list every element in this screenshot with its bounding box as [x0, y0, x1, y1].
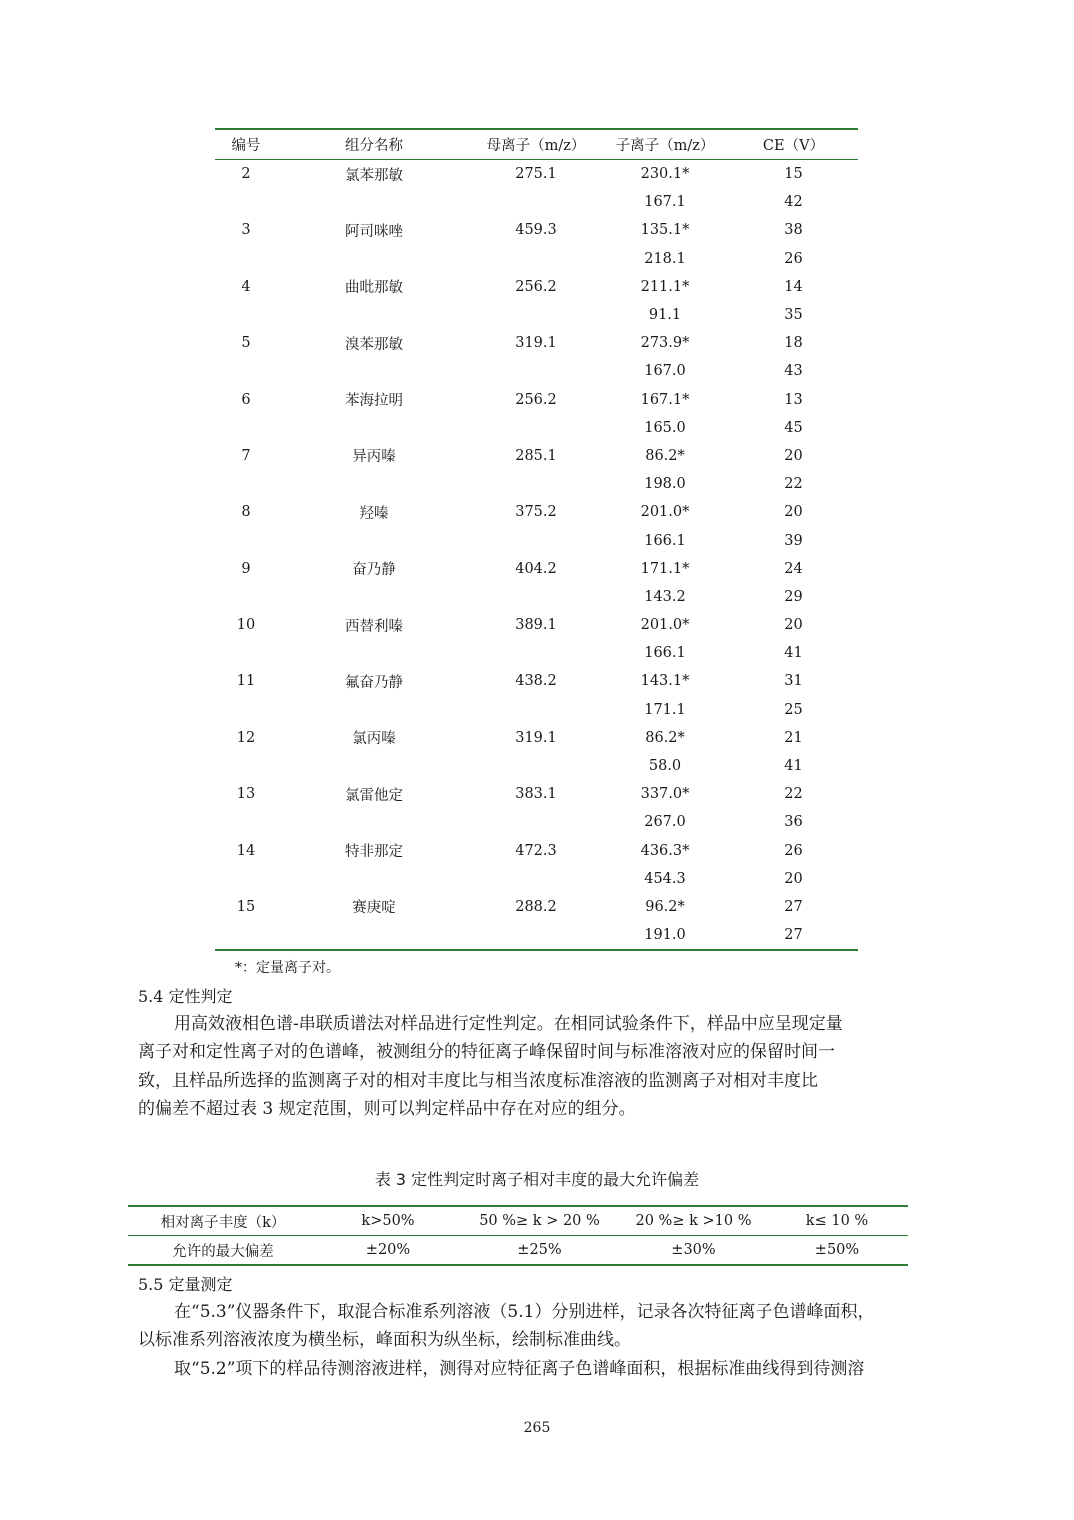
cell-parent-ion: 288.2	[515, 898, 557, 915]
table-row	[215, 386, 858, 414]
cell-parent-ion	[471, 414, 601, 442]
cell-component	[277, 808, 471, 836]
table-row	[215, 724, 858, 752]
cell-number	[215, 245, 277, 273]
cell-product-ion: 165.0	[644, 419, 686, 436]
cell-ce: 22	[784, 476, 803, 493]
table-row	[215, 696, 858, 724]
cell-number	[215, 583, 277, 611]
cell-ce: 24	[784, 560, 803, 577]
cell-parent-ion	[471, 245, 601, 273]
cell-ce: 20	[784, 617, 803, 634]
cell-ce: 13	[784, 391, 803, 408]
table-cell: ±50%	[814, 1242, 860, 1258]
table-cell: k>50%	[318, 1206, 458, 1236]
cell-product-ion: 135.1*	[640, 222, 690, 239]
table-row	[215, 893, 858, 921]
section-5-4-paragraph	[138, 1010, 938, 1123]
table-row	[215, 414, 858, 442]
cell-ce: 45	[784, 419, 803, 436]
cell-product-ion: 143.1*	[640, 673, 690, 690]
cell-product-ion: 201.0*	[640, 617, 690, 634]
cell-parent-ion	[471, 301, 601, 329]
cell-number: 13	[236, 786, 256, 803]
cell-ce: 39	[784, 532, 803, 549]
cell-ce: 20	[784, 447, 803, 464]
cell-product-ion: 167.0	[644, 363, 686, 380]
cell-ce: 27	[784, 898, 803, 915]
header-product-ion: 子离子（m/z）	[601, 129, 729, 160]
table-row	[215, 160, 858, 189]
cell-parent-ion	[471, 696, 601, 724]
cell-component: 氯丙嗪	[352, 731, 396, 748]
cell-product-ion: 198.0	[644, 476, 686, 493]
table-cell: 50 %≥ k > 20 %	[458, 1206, 621, 1236]
cell-product-ion: 454.3	[644, 870, 686, 887]
table-row	[215, 837, 858, 865]
cell-number: 9	[241, 560, 251, 577]
cell-component	[277, 865, 471, 893]
cell-product-ion: 166.1	[644, 645, 686, 662]
cell-parent-ion: 285.1	[515, 447, 557, 464]
table-row	[215, 273, 858, 301]
cell-parent-ion: 275.1	[515, 166, 557, 183]
cell-product-ion: 201.0*	[640, 504, 690, 521]
cell-product-ion: 171.1	[644, 701, 686, 718]
cell-product-ion: 337.0*	[640, 786, 690, 803]
cell-parent-ion: 319.1	[515, 729, 557, 746]
table-row	[215, 526, 858, 554]
table-cell: ±30%	[671, 1242, 716, 1258]
header-number: 编号	[215, 129, 277, 160]
cell-ce: 27	[784, 927, 803, 944]
cell-product-ion: 167.1	[644, 194, 686, 211]
paragraph-line: 的偏差不超过表 3 规定范围，则可以判定样品中存在对应的组分。	[138, 1098, 636, 1119]
cell-parent-ion: 256.2	[515, 278, 557, 295]
table-row	[128, 1206, 908, 1236]
cell-component: 西替利嗪	[345, 618, 403, 635]
cell-number: 8	[241, 504, 251, 521]
cell-ce: 36	[784, 814, 803, 831]
cell-number: 10	[236, 617, 256, 634]
cell-component	[277, 301, 471, 329]
header-parent-ion: 母离子（m/z）	[471, 129, 601, 160]
section-5-5-paragraph-2	[138, 1355, 938, 1383]
cell-ce: 25	[784, 701, 803, 718]
paragraph-line: 致，且样品所选择的监测离子对的相对丰度比与相当浓度标准溶液的监测离子对相对丰度比	[138, 1070, 818, 1091]
cell-component: 氯雷他定	[345, 787, 403, 804]
cell-parent-ion	[471, 865, 601, 893]
cell-component: 羟嗪	[359, 505, 389, 522]
cell-ce: 29	[784, 588, 803, 605]
cell-number	[215, 301, 277, 329]
cell-component	[277, 921, 471, 950]
table-cell: 允许的最大偏差	[172, 1243, 274, 1260]
cell-product-ion: 267.0	[644, 814, 686, 831]
cell-number: 3	[241, 222, 251, 239]
table-row	[215, 555, 858, 583]
cell-ce: 26	[784, 250, 803, 267]
cell-parent-ion: 375.2	[515, 504, 557, 521]
cell-number: 6	[241, 391, 251, 408]
cell-product-ion: 171.1*	[640, 560, 690, 577]
cell-number: 7	[241, 447, 251, 464]
cell-component	[277, 357, 471, 385]
cell-number	[215, 526, 277, 554]
cell-product-ion: 218.1	[644, 250, 686, 267]
table-row	[215, 780, 858, 808]
paragraph-line: 在“5.3”仪器条件下，取混合标准系列溶液（5.1）分别进样，记录各次特征离子色谱峰面积，	[174, 1302, 875, 1322]
cell-ce: 20	[784, 870, 803, 887]
deviation-table	[128, 1205, 908, 1266]
paragraph-line: 以标准系列溶液浓度为横坐标，峰面积为纵坐标，绘制标准曲线。	[138, 1330, 631, 1351]
cell-component: 特非那定	[345, 844, 403, 861]
cell-component: 苯海拉明	[345, 393, 403, 410]
cell-product-ion: 166.1	[644, 532, 686, 549]
cell-parent-ion	[471, 470, 601, 498]
cell-product-ion: 211.1*	[640, 278, 690, 295]
table-row	[215, 921, 858, 950]
cell-ce: 38	[784, 222, 803, 239]
paragraph-line: 取“5.2”项下的样品待测溶液进样，测得对应特征离子色谱峰面积，根据标准曲线得到待测溶	[174, 1359, 865, 1379]
cell-parent-ion	[471, 188, 601, 216]
cell-ce: 20	[784, 504, 803, 521]
table-row	[215, 611, 858, 639]
cell-component: 氯苯那敏	[345, 167, 403, 184]
cell-ce: 22	[784, 786, 803, 803]
cell-ce: 43	[784, 363, 803, 380]
table-row	[215, 357, 858, 385]
header-ce: CE（V）	[729, 129, 858, 160]
section-5-4-heading: 5.4 定性判定	[138, 987, 233, 1006]
cell-component: 曲吡那敏	[345, 280, 403, 297]
header-component: 组分名称	[277, 129, 471, 160]
cell-ce: 18	[784, 335, 803, 352]
cell-parent-ion: 404.2	[515, 560, 557, 577]
cell-number: 2	[241, 166, 251, 183]
paragraph-line: 用高效液相色谱-串联质谱法对样品进行定性判定。在相同试验条件下，样品中应呈现定量	[174, 1014, 843, 1034]
cell-parent-ion: 459.3	[515, 222, 557, 239]
cell-number: 14	[236, 842, 256, 859]
cell-number	[215, 921, 277, 950]
cell-product-ion: 86.2*	[645, 729, 685, 746]
cell-component	[277, 752, 471, 780]
cell-parent-ion	[471, 752, 601, 780]
table-row	[128, 1236, 908, 1266]
cell-product-ion: 143.2	[644, 588, 686, 605]
cell-product-ion: 86.2*	[645, 447, 685, 464]
table-row	[215, 752, 858, 780]
table-row	[215, 216, 858, 244]
table-row	[215, 442, 858, 470]
cell-component: 溴苯那敏	[345, 336, 403, 353]
table-row	[215, 301, 858, 329]
cell-parent-ion: 256.2	[515, 391, 557, 408]
cell-parent-ion	[471, 921, 601, 950]
cell-ce: 42	[784, 194, 803, 211]
cell-number	[215, 357, 277, 385]
table-cell: ±25%	[517, 1242, 562, 1258]
cell-ce: 35	[784, 307, 803, 324]
table-header-row	[215, 129, 858, 160]
cell-product-ion: 58.0	[648, 758, 682, 775]
cell-component: 氟奋乃静	[345, 674, 403, 691]
table-note: *：定量离子对。	[235, 960, 340, 976]
cell-number	[215, 865, 277, 893]
cell-number	[215, 639, 277, 667]
table-row	[215, 188, 858, 216]
cell-component: 赛庚啶	[352, 900, 396, 917]
cell-number	[215, 188, 277, 216]
table-row	[215, 667, 858, 695]
table-row	[215, 808, 858, 836]
cell-parent-ion: 472.3	[515, 842, 557, 859]
cell-product-ion: 230.1*	[640, 166, 690, 183]
paragraph-line: 离子对和定性离子对的色谱峰，被测组分的特征离子峰保留时间与标准溶液对应的保留时间一	[138, 1042, 835, 1063]
cell-component	[277, 188, 471, 216]
table-cell: ±20%	[365, 1242, 411, 1258]
cell-component	[277, 583, 471, 611]
cell-component: 阿司咪唑	[345, 223, 403, 240]
cell-parent-ion: 383.1	[515, 786, 557, 803]
cell-number	[215, 470, 277, 498]
cell-number	[215, 696, 277, 724]
cell-component	[277, 526, 471, 554]
cell-parent-ion	[471, 583, 601, 611]
cell-component	[277, 470, 471, 498]
section-5-5-heading: 5.5 定量测定	[138, 1275, 233, 1294]
ion-pair-table	[215, 128, 858, 951]
cell-component	[277, 696, 471, 724]
cell-component	[277, 245, 471, 273]
cell-parent-ion: 389.1	[515, 617, 557, 634]
table-row	[215, 865, 858, 893]
section-5-5-paragraph-1	[138, 1298, 938, 1355]
cell-parent-ion: 319.1	[515, 335, 557, 352]
table-row	[215, 329, 858, 357]
cell-product-ion: 436.3*	[640, 842, 690, 859]
cell-number	[215, 752, 277, 780]
table-row	[215, 498, 858, 526]
cell-number: 5	[241, 335, 251, 352]
table-cell: k≤ 10 %	[766, 1206, 908, 1236]
cell-number: 15	[236, 898, 256, 915]
page-number: 265	[523, 1420, 551, 1436]
cell-component: 异丙嗪	[352, 449, 396, 466]
cell-product-ion: 273.9*	[640, 335, 690, 352]
cell-ce: 41	[784, 645, 803, 662]
cell-ce: 15	[784, 166, 803, 183]
cell-parent-ion	[471, 357, 601, 385]
cell-parent-ion	[471, 639, 601, 667]
cell-parent-ion: 438.2	[515, 673, 557, 690]
cell-parent-ion	[471, 526, 601, 554]
cell-product-ion: 91.1	[648, 307, 682, 324]
cell-component	[277, 639, 471, 667]
table-cell: 相对离子丰度（k）	[128, 1206, 318, 1236]
table-3-caption: 表 3 定性判定时离子相对丰度的最大允许偏差	[374, 1170, 700, 1189]
cell-number: 4	[241, 278, 251, 295]
cell-parent-ion	[471, 808, 601, 836]
cell-number	[215, 414, 277, 442]
cell-product-ion: 191.0	[644, 927, 686, 944]
cell-component: 奋乃静	[352, 562, 396, 579]
cell-ce: 31	[784, 673, 803, 690]
table-row	[215, 639, 858, 667]
cell-ce: 21	[784, 729, 803, 746]
cell-ce: 14	[784, 278, 803, 295]
cell-product-ion: 167.1*	[640, 391, 690, 408]
cell-product-ion: 96.2*	[645, 898, 685, 915]
cell-number: 12	[236, 729, 256, 746]
cell-number: 11	[236, 673, 256, 690]
cell-ce: 26	[784, 842, 803, 859]
cell-ce: 41	[784, 758, 803, 775]
table-row	[215, 470, 858, 498]
table-cell: 20 %≥ k >10 %	[621, 1206, 766, 1236]
table-row	[215, 245, 858, 273]
table-row	[215, 583, 858, 611]
cell-component	[277, 414, 471, 442]
cell-number	[215, 808, 277, 836]
